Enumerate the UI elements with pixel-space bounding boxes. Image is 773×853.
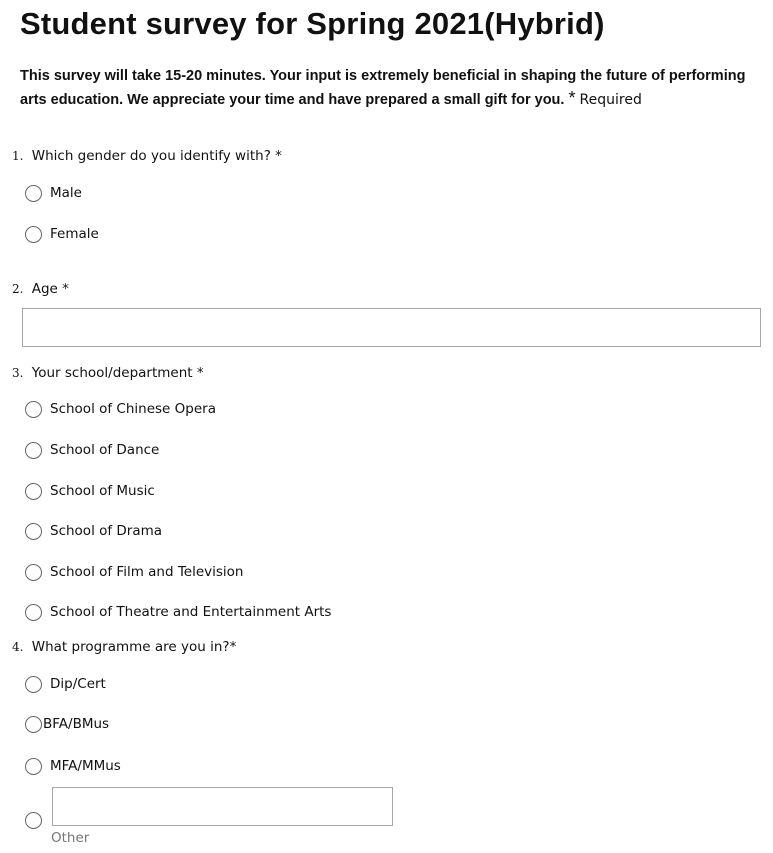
option-label: Dip/Cert — [50, 676, 106, 692]
option-label: School of Music — [50, 483, 155, 499]
question-3 — [12, 365, 204, 381]
option-other[interactable] — [25, 810, 42, 830]
required-asterisk: * — [568, 87, 576, 108]
question-number: 3. — [12, 366, 24, 380]
option-film-television[interactable] — [25, 562, 243, 582]
option-chinese-opera[interactable] — [25, 399, 216, 419]
radio-button[interactable] — [25, 812, 42, 829]
option-mfa-mmus[interactable] — [25, 756, 121, 776]
option-theatre-entertainment[interactable] — [25, 602, 331, 622]
radio-button[interactable] — [25, 758, 42, 775]
option-label: BFA/BMus — [43, 716, 110, 732]
question-2 — [12, 281, 69, 297]
other-label: Other — [51, 830, 90, 846]
radio-button[interactable] — [25, 523, 42, 540]
option-bfa-bmus[interactable] — [25, 714, 109, 734]
radio-button[interactable] — [25, 716, 42, 733]
radio-button[interactable] — [25, 226, 42, 243]
option-male[interactable] — [25, 183, 82, 203]
option-dance[interactable] — [25, 440, 159, 460]
survey-intro — [20, 66, 750, 111]
radio-button[interactable] — [25, 401, 42, 418]
radio-button[interactable] — [25, 564, 42, 581]
question-1 — [12, 148, 282, 164]
option-label: School of Film and Television — [50, 564, 244, 580]
option-label: School of Dance — [50, 442, 160, 458]
radio-button[interactable] — [25, 604, 42, 621]
question-number: 2. — [12, 282, 24, 296]
option-label: MFA/MMus — [50, 758, 121, 774]
option-label: School of Chinese Opera — [50, 401, 216, 417]
option-label: Male — [50, 185, 82, 201]
option-label: School of Theatre and Entertainment Arts — [50, 604, 332, 620]
age-input[interactable] — [22, 308, 761, 347]
question-4 — [12, 639, 236, 655]
option-female[interactable] — [25, 224, 99, 244]
intro-text: This survey will take 15-20 minutes. Your input is extremely beneficial in shaping the future of performing arts education. We appreciate your time and have prepared a small gift for you. — [20, 68, 746, 108]
option-label: School of Drama — [50, 523, 163, 539]
radio-button[interactable] — [25, 676, 42, 693]
radio-button[interactable] — [25, 185, 42, 202]
option-label: Female — [50, 226, 99, 242]
survey-title: Student survey for Spring 2021(Hybrid) — [20, 6, 605, 41]
question-number: 1. — [12, 149, 24, 163]
option-music[interactable] — [25, 481, 155, 501]
required-label: Required — [579, 91, 642, 108]
question-text: Age * — [31, 281, 69, 297]
option-dip-cert[interactable] — [25, 674, 106, 694]
other-input[interactable] — [52, 787, 393, 826]
question-text: Which gender do you identify with? * — [31, 148, 282, 164]
option-drama[interactable] — [25, 521, 162, 541]
question-number: 4. — [12, 640, 24, 654]
question-text: Your school/department * — [31, 365, 204, 381]
radio-button[interactable] — [25, 442, 42, 459]
radio-button[interactable] — [25, 483, 42, 500]
question-text: What programme are you in?* — [31, 639, 237, 655]
